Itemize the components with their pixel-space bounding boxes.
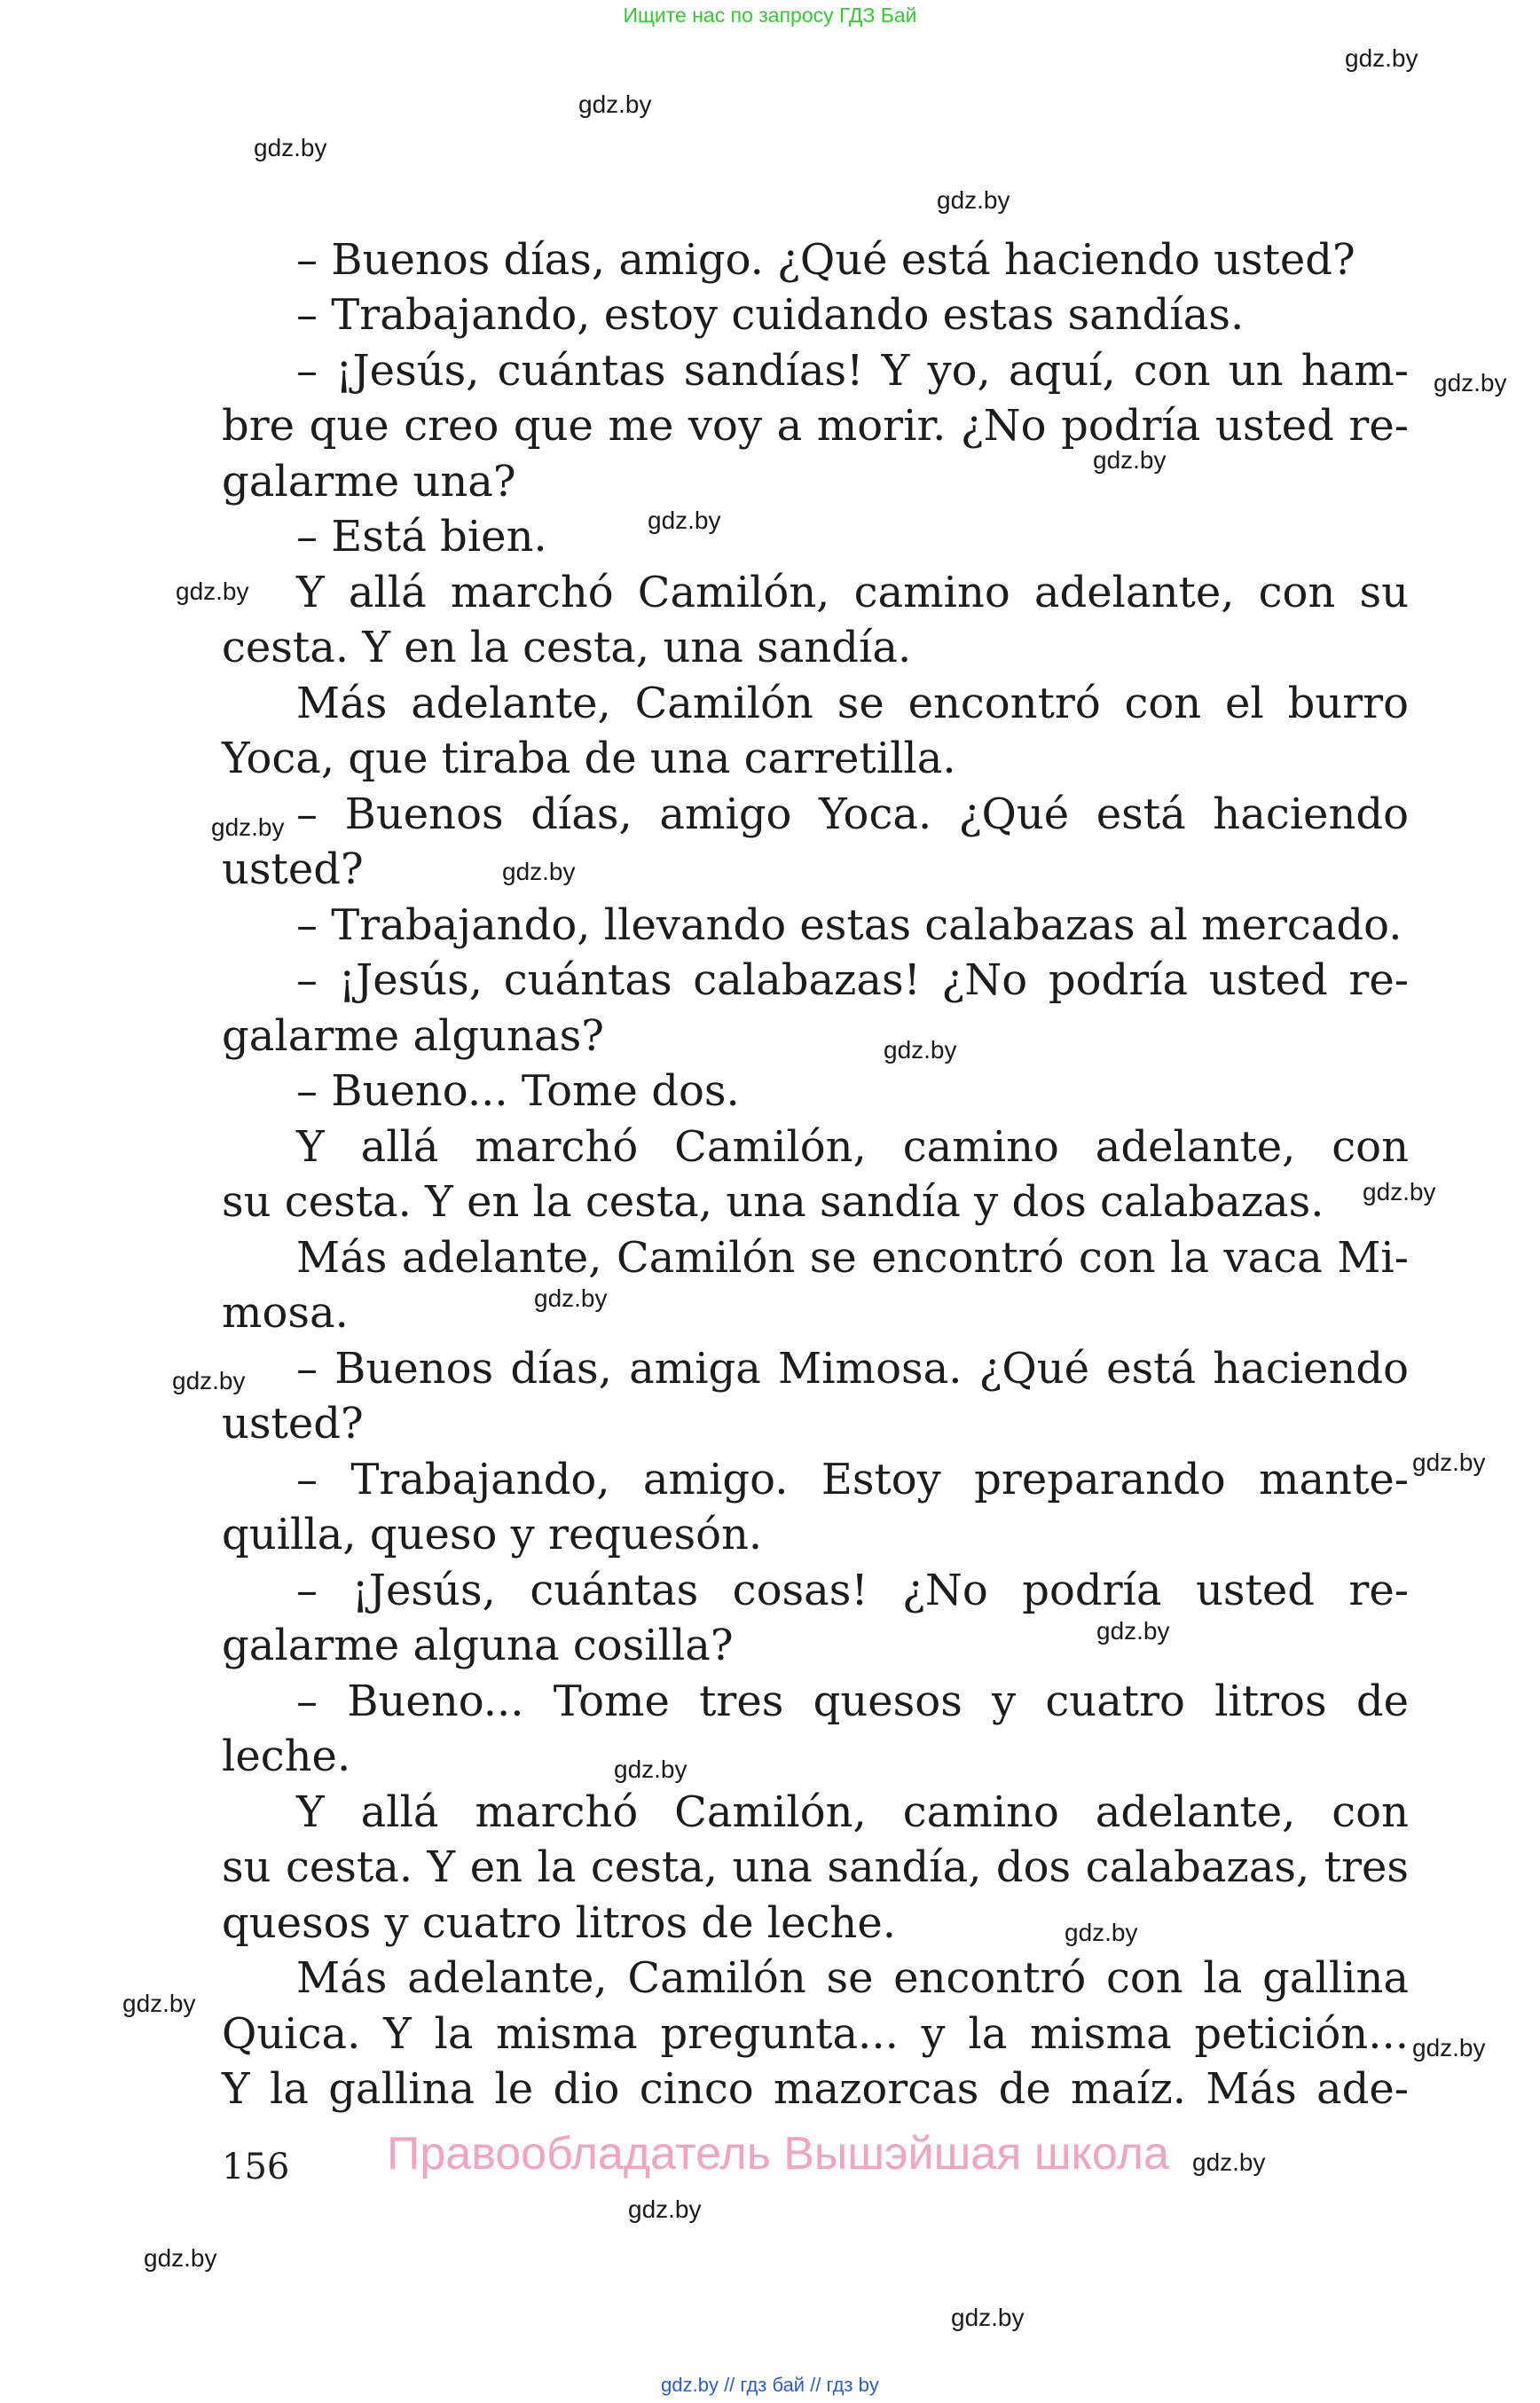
watermark: gdz.by [648, 507, 721, 534]
watermark: gdz.by [1065, 1919, 1138, 1946]
text-line: – ¡Jesús, cuántas cosas! ¿No podría usted re- [296, 1566, 1409, 1615]
text-line: – Trabajando, llevando estas calabazas al mercado. [296, 900, 1402, 950]
text-line: – Está bien. [296, 512, 547, 561]
watermark: gdz.by [534, 1284, 608, 1312]
watermark: gdz.by [1345, 44, 1418, 72]
watermark: gdz.by [122, 1990, 196, 2017]
watermark: gdz.by [502, 858, 576, 885]
text-line: Y allá marchó Camilón, camino adelante, con [296, 1787, 1409, 1837]
text-line: Quica. Y la misma pregunta... y la misma petición... [222, 2009, 1409, 2059]
text-line: Y allá marchó Camilón, camino adelante, con [296, 1122, 1409, 1172]
watermark: gdz.by [144, 2244, 217, 2272]
watermark: gdz.by [1093, 446, 1167, 474]
watermark: gdz.by [884, 1036, 957, 1064]
watermark: gdz.by [176, 577, 249, 605]
text-line: quilla, queso y requesón. [222, 1510, 763, 1559]
copyright-notice: Правообладатель Вышэйшая школа [387, 2128, 1169, 2179]
text-line: mosa. [222, 1288, 349, 1338]
text-line: Más adelante, Camilón se encontró con el burro [296, 679, 1409, 728]
watermark: gdz.by [1192, 2148, 1266, 2176]
watermark: gdz.by [1363, 1178, 1436, 1205]
text-line: – ¡Jesús, cuántas sandías! Y yo, aquí, con un ham- [296, 346, 1409, 396]
text-line: – Trabajando, estoy cuidando estas sandías. [296, 290, 1245, 340]
watermark: gdz.by [1412, 1449, 1486, 1476]
bottom-footer[interactable]: gdz.by // гдз бай // гдз by [661, 2374, 879, 2396]
watermark: gdz.by [951, 2304, 1025, 2331]
text-line: cesta. Y en la cesta, una sandía. [222, 623, 912, 672]
text-line: bre que creo que me voy a morir. ¿No podría usted re- [222, 401, 1409, 451]
watermark: gdz.by [254, 134, 327, 161]
text-line: galarme algunas? [222, 1011, 604, 1061]
text-line: Y allá marchó Camilón, camino adelante, con su [296, 568, 1409, 617]
text-line: – Bueno... Tome dos. [296, 1066, 740, 1116]
watermark: gdz.by [1434, 369, 1507, 397]
watermark: gdz.by [578, 90, 652, 118]
watermark: gdz.by [172, 1367, 246, 1394]
page-number: 156 [222, 2147, 290, 2187]
watermark: gdz.by [1412, 2034, 1486, 2061]
text-line: usted? [222, 1399, 364, 1449]
text-line: usted? [222, 844, 364, 894]
text-line: galarme alguna cosilla? [222, 1621, 734, 1670]
text-line: quesos y cuatro litros de leche. [222, 1898, 896, 1948]
text-line: – Bueno... Tome tres quesos y cuatro litros de [296, 1677, 1409, 1726]
top-banner[interactable]: Ищите нас по запросу ГДЗ Бай [623, 4, 917, 27]
text-line: Yoca, que tiraba de una carretilla. [222, 734, 956, 783]
text-line: galarme una? [222, 457, 516, 507]
watermark: gdz.by [1096, 1617, 1170, 1645]
text-line: – Buenos días, amiga Mimosa. ¿Qué está haciendo [296, 1344, 1409, 1394]
text-line: – Buenos días, amigo Yoca. ¿Qué está haciendo [296, 789, 1409, 839]
text-line: leche. [222, 1732, 351, 1781]
text-line: su cesta. Y en la cesta, una sandía, dos calabazas, tres [222, 1842, 1409, 1892]
text-line: su cesta. Y en la cesta, una sandía y dos calabazas. [222, 1177, 1324, 1227]
watermark: gdz.by [211, 813, 285, 841]
watermark: gdz.by [614, 1755, 688, 1783]
watermark: gdz.by [937, 186, 1010, 214]
text-line: Más adelante, Camilón se encontró con la gallina [296, 1953, 1409, 2003]
text-line: Y la gallina le dio cinco mazorcas de maíz. Más ade- [222, 2064, 1409, 2114]
text-line: Más adelante, Camilón se encontró con la vaca Mi- [296, 1233, 1409, 1283]
text-line: – ¡Jesús, cuántas calabazas! ¿No podría usted re- [296, 955, 1409, 1005]
watermark: gdz.by [628, 2195, 702, 2223]
text-line: – Trabajando, amigo. Estoy preparando mante- [296, 1455, 1409, 1504]
text-line: – Buenos días, amigo. ¿Qué está haciendo usted? [296, 235, 1355, 285]
